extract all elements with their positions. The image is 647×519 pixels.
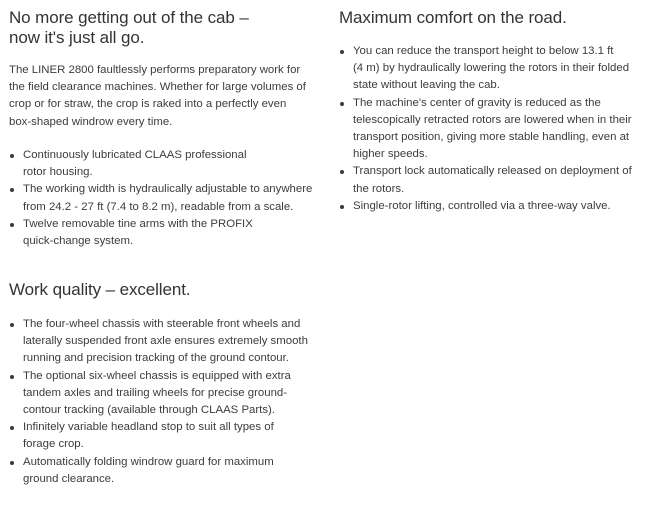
list-item-line: the rotors. [353, 182, 405, 195]
list-item-line: higher speeds. [353, 148, 428, 161]
list-item-line: contour tracking (available through CLAAS Parts). [23, 404, 275, 417]
list-item-line: state without leaving the cab. [353, 79, 500, 92]
list-item-line: Twelve removable tine arms with the PROFIX [23, 217, 253, 230]
bullet-icon [340, 170, 344, 174]
list-item [339, 95, 632, 164]
list-item-line: Single-rotor lifting, controlled via a three-way valve. [353, 199, 611, 212]
intro-line: the field clearance machines. Whether for large volumes of [9, 81, 306, 94]
bullet-icon [10, 323, 14, 327]
list-item-line: The optional six-wheel chassis is equipped with extra [23, 369, 291, 382]
bullet-icon [340, 102, 344, 106]
cab-intro-paragraph [9, 62, 306, 131]
list-item [9, 181, 312, 215]
list-item-line: The four-wheel chassis with steerable front wheels and [23, 318, 301, 330]
list-item-line: Infinitely variable headland stop to suit all types of [23, 421, 274, 434]
bullet-icon [10, 375, 14, 379]
list-item [339, 43, 632, 95]
bullet-icon [340, 205, 344, 209]
intro-line: crop or for straw, the crop is raked into a perfectly even [9, 98, 287, 111]
list-item-line: (4 m) by hydraulically lowering the rotors in their folded [353, 62, 630, 75]
cab-heading-line: No more getting out of the cab – [9, 8, 249, 27]
list-item-line: The working width is hydraulically adjustable to anywhere [23, 183, 313, 196]
list-item [9, 316, 308, 368]
list-item-line: from 24.2 - 27 ft (7.4 to 8.2 m), readable from a scale. [23, 200, 294, 213]
list-item [9, 368, 308, 420]
list-item-line: Continuously lubricated CLAAS professional [23, 149, 247, 161]
list-item-line: quick-change system. [23, 235, 134, 248]
list-item-line: Automatically folding windrow guard for maximum [23, 455, 274, 468]
list-item-line: Transport lock automatically released on deployment of [353, 165, 632, 178]
list-item [9, 454, 308, 488]
list-item-line: tandem axles and trailing wheels for precise ground- [23, 386, 288, 399]
bullet-icon [340, 50, 344, 54]
list-item [9, 147, 312, 181]
list-item-line: laterally suspended front axle ensures extremely smooth [23, 335, 308, 348]
bullet-icon [10, 426, 14, 430]
cab-heading [9, 8, 249, 48]
quality-bullet-list [9, 316, 308, 488]
bullet-icon [10, 223, 14, 227]
list-item-line: You can reduce the transport height to below 13.1 ft [353, 45, 614, 57]
list-item-line: forage crop. [23, 438, 84, 451]
list-item-line: The machine's center of gravity is reduced as the [353, 96, 601, 109]
list-item-line: ground clearance. [23, 472, 115, 485]
road-bullet-list [339, 43, 632, 215]
list-item [339, 163, 632, 197]
intro-line: The LINER 2800 faultlessly performs preparatory work for [9, 64, 301, 76]
list-item [9, 419, 308, 453]
cab-heading-line: now it's just all go. [9, 28, 145, 47]
list-item [339, 198, 632, 215]
list-item [9, 216, 312, 250]
bullet-icon [10, 188, 14, 192]
bullet-icon [10, 154, 14, 158]
list-item-line: running and precision tracking of the ground contour. [23, 352, 289, 365]
list-item-line: telescopically retracted rotors are lowered when in their [353, 113, 632, 126]
quality-heading: Work quality – excellent. [9, 280, 191, 299]
list-item-line: transport position, giving more stable handling, even at [353, 131, 630, 144]
cab-bullet-list [9, 147, 312, 250]
list-item-line: rotor housing. [23, 166, 93, 179]
intro-line: box-shaped windrow every time. [9, 115, 173, 128]
bullet-icon [10, 461, 14, 465]
road-heading: Maximum comfort on the road. [339, 8, 567, 27]
